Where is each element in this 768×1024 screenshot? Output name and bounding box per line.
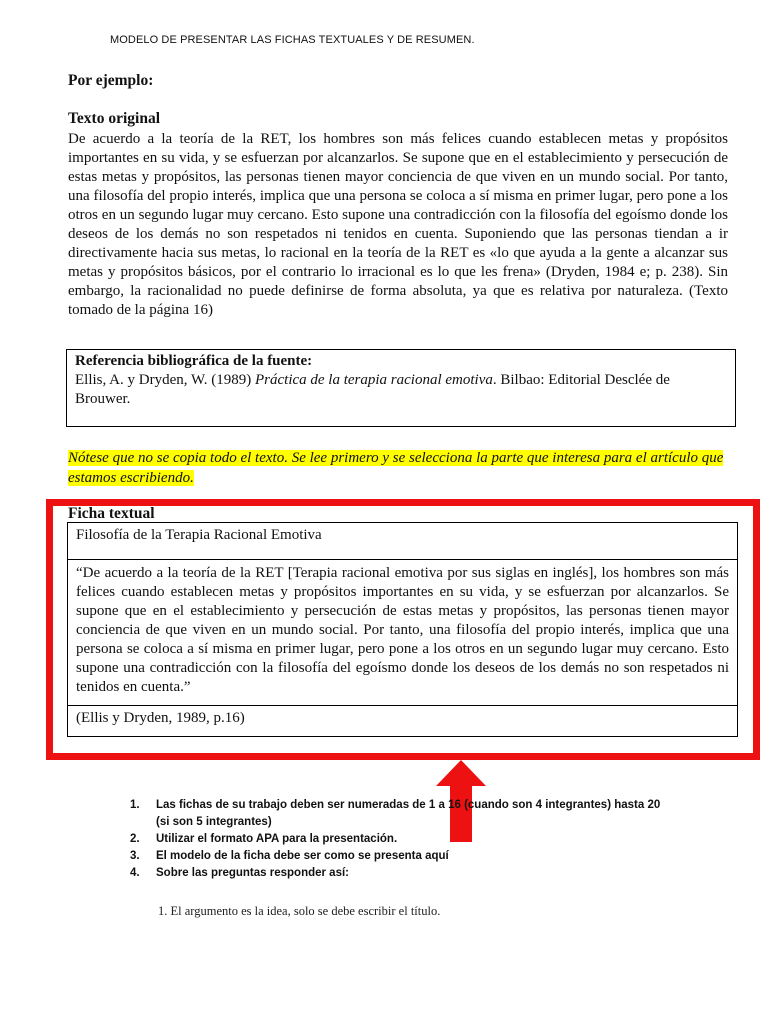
original-text-heading: Texto original [68, 110, 161, 127]
ficha-textual-label: Ficha textual [68, 505, 155, 522]
reference-title: Referencia bibliográfica de la fuente: [75, 353, 313, 369]
page-header: MODELO DE PRESENTAR LAS FICHAS TEXTUALES Y DE RESUMEN. [110, 34, 475, 46]
reference-entry [75, 371, 727, 409]
ficha-title: Filosofía de la Terapia Racional Emotiva [68, 523, 737, 560]
reference-box [66, 349, 736, 427]
ficha-quote: “De acuerdo a la teoría de la RET [Terapia racional emotiva por sus siglas en inglés], los hombres son más felices cuando establecen metas y propósitos importantes en su vida, y se esfuerzan por alcanzarlos. Se supone que en el establecimiento y persecución de estas metas y propósitos, las personas tienen mayor conciencia de que viven en un mundo social. Por tanto, una filosofía del propio interés, implica que una persona se coloca a sí misma en primer lugar, pero pone a los otros en un segundo lugar muy cercano. Esto supone una contradicción con la filosofía del egoísmo donde los deseos de los demás no son respetados ni tenidos en cuenta.” [68, 560, 737, 706]
ficha-textual-card [67, 522, 738, 737]
note-text: Nótese que no se copia todo el texto. Se lee primero y se selecciona la parte que interesa para el artículo que estamos escribiendo. [68, 450, 724, 486]
list-item: 1. Las fichas de su trabajo deben ser numeradas de 1 a 16 (cuando son 4 integrantes) hasta 20 (si son 5 integrantes) [130, 799, 661, 828]
highlighted-note [68, 448, 728, 488]
list-item: 3. El modelo de la ficha debe ser como se presenta aquí [130, 850, 449, 862]
reference-publisher: . Bilbao: Editorial Desclée de Brouwer. [75, 372, 670, 407]
list-item: 2. Utilizar el formato APA para la presentación. [130, 833, 398, 845]
list-item: 4. Sobre las preguntas responder así: [130, 867, 350, 879]
example-heading: Por ejemplo: [68, 72, 154, 89]
reference-book-title: Práctica de la terapia racional emotiva [255, 372, 493, 388]
answer-example: 1. El argumento es la idea, solo se debe escribir el título. [158, 904, 441, 918]
reference-authors: Ellis, A. y Dryden, W. (1989) [75, 372, 255, 388]
instructions-list [112, 797, 672, 882]
original-text-paragraph: De acuerdo a la teoría de la RET, los hombres son más felices cuando establecen metas y propósitos importantes en su vida, y se esfuerzan por alcanzarlos. Se supone que en el establecimiento y persecución de estas metas y propósitos, las personas tienen mayor conciencia de que viven en un mundo social. Por tanto, una filosofía del propio interés, implica que una persona se coloca a sí misma en primer lugar, pero pone a los otros en un segundo lugar muy cercano. Esto supone una contradicción con la filosofía del egoísmo donde los deseos de los demás no son respetados ni tenidos en cuenta. Suponiendo que las personas tiendan a ir directivamente hacia sus metas, lo racional en la teoría de la RET es «lo que ayuda a la gente a alcanzar sus metas y propósitos básicos, por el contrario lo irracional es lo que les frena» (Dryden, 1984 e; p. 238). Sin embargo, la racionalidad no puede definirse de forma absoluta, ya que es relativa por naturaleza. (Texto tomado de la página 16) [68, 131, 728, 318]
ficha-citation: (Ellis y Dryden, 1989, p.16) [76, 710, 245, 726]
